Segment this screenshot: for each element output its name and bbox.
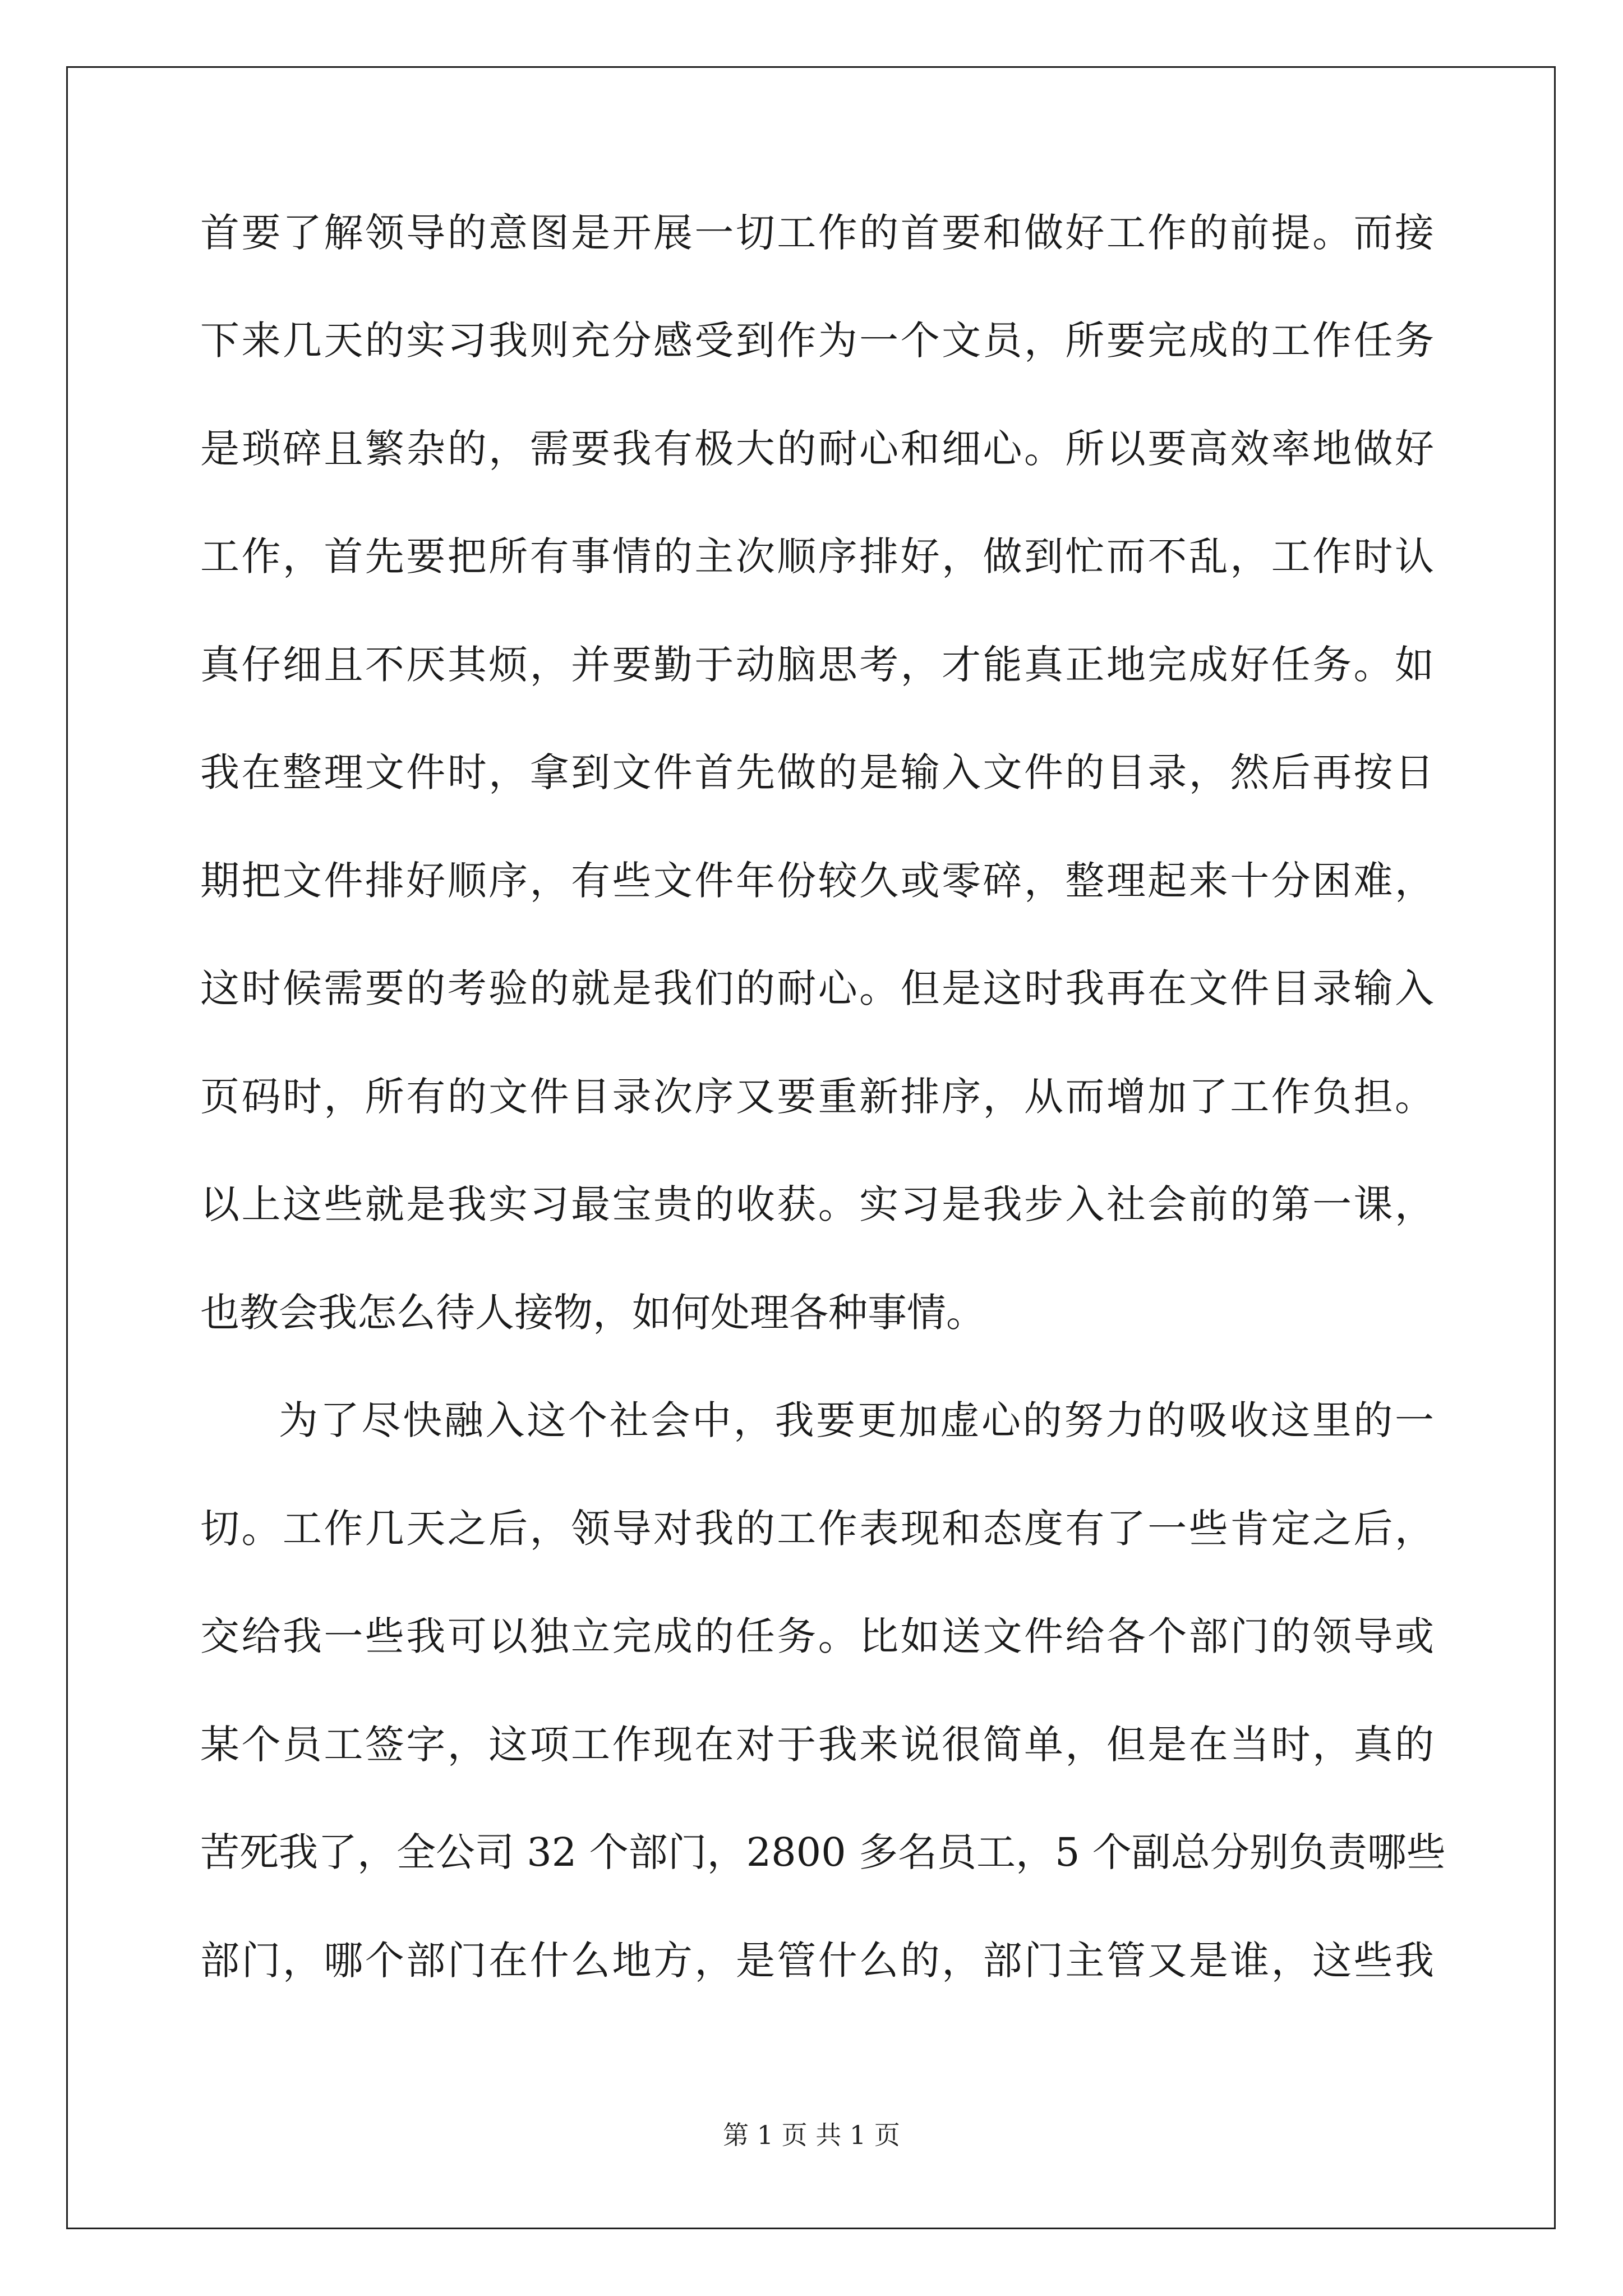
text-line: 期把文件排好顺序，有些文件年份较久或零碎，整理起来十分困难， <box>200 858 1434 904</box>
paragraph-first-line: 为了尽快融入这个社会中，我要更加虚心的努力的吸收这里的一 <box>279 1397 1434 1443</box>
page-border <box>66 66 1556 2229</box>
text-line: 是琐碎且繁杂的，需要我有极大的耐心和细心。所以要高效率地做好 <box>200 426 1434 472</box>
text-line: 工作，首先要把所有事情的主次顺序排好，做到忙而不乱，工作时认 <box>200 533 1434 579</box>
text-line: 页码时，所有的文件目录次序又要重新排序，从而增加了工作负担。 <box>200 1074 1434 1120</box>
text-line: 首要了解领导的意图是开展一切工作的首要和做好工作的前提。而接 <box>200 210 1434 256</box>
page-footer: 第 1 页 共 1 页 <box>723 2120 900 2150</box>
text-line: 真仔细且不厌其烦，并要勤于动脑思考，才能真正地完成好任务。如 <box>200 642 1434 688</box>
text-line: 也教会我怎么待人接物，如何处理各种事情。 <box>200 1290 985 1336</box>
text-line: 部门，哪个部门在什么地方，是管什么的，部门主管又是谁，这些我 <box>200 1938 1434 1984</box>
text-line: 交给我一些我可以独立完成的任务。比如送文件给各个部门的领导或 <box>200 1613 1434 1659</box>
text-line: 切。工作几天之后，领导对我的工作表现和态度有了一些肯定之后， <box>200 1506 1434 1552</box>
text-line: 我在整理文件时，拿到文件首先做的是输入文件的目录，然后再按日 <box>200 749 1434 795</box>
text-line: 苦死我了，全公司 32 个部门，2800 多名员工，5 个副总分别负责哪些 <box>200 1829 1446 1875</box>
text-line: 以上这些就是我实习最宝贵的收获。实习是我步入社会前的第一课， <box>200 1181 1434 1227</box>
text-line: 某个员工签字，这项工作现在对于我来说很简单，但是在当时，真的 <box>200 1722 1434 1768</box>
text-line: 下来几天的实习我则充分感受到作为一个文员，所要完成的工作任务 <box>200 318 1434 364</box>
text-line: 这时候需要的考验的就是我们的耐心。但是这时我再在文件目录输入 <box>200 965 1434 1011</box>
